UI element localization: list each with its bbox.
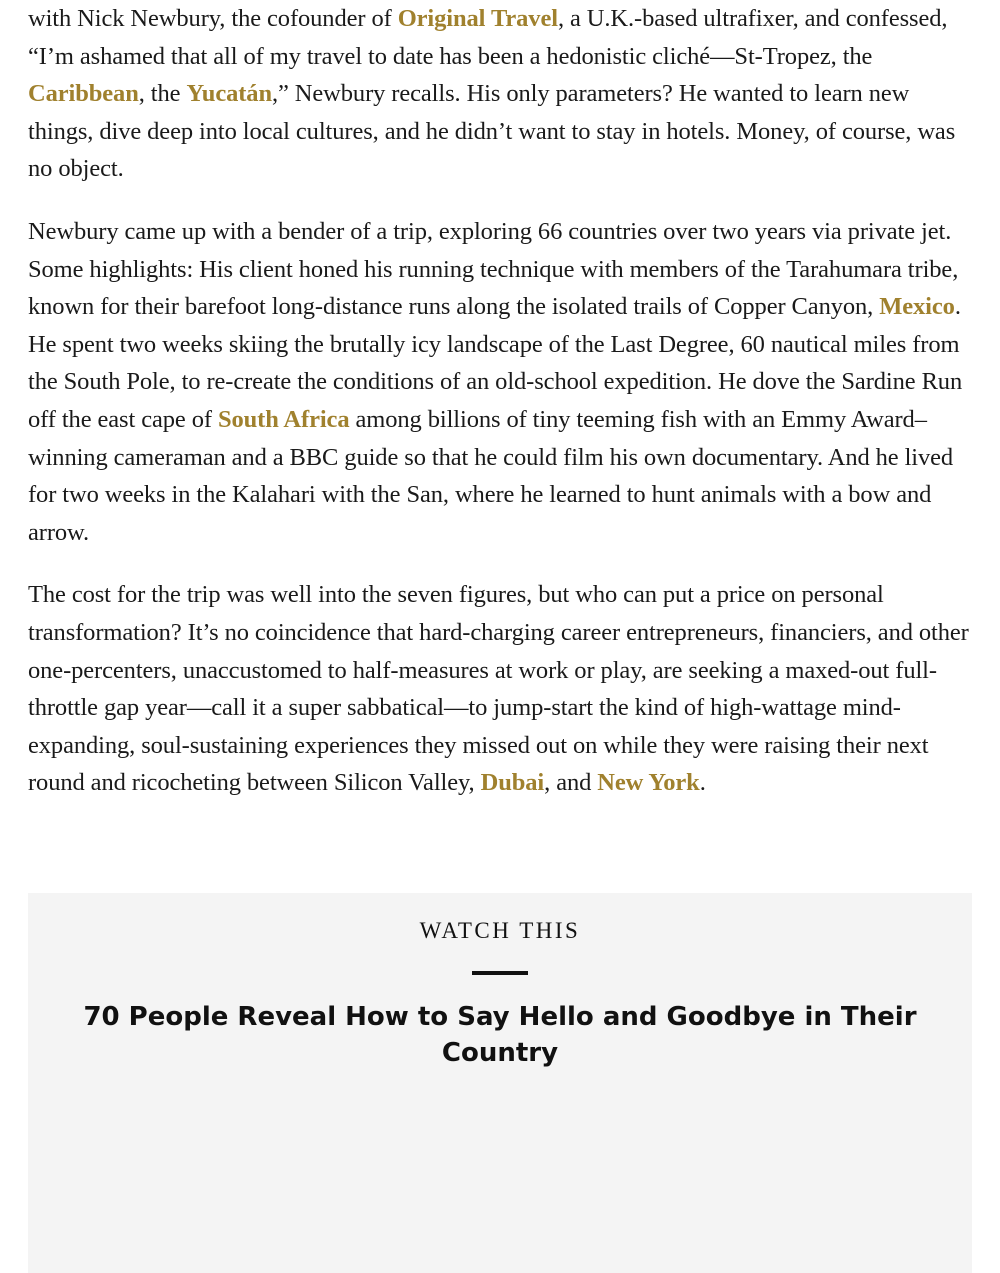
- article-body: [28, 0, 976, 827]
- paragraph-text: .: [699, 769, 706, 797]
- watch-this-video-panel[interactable]: [28, 893, 972, 1273]
- heading-divider: [472, 971, 528, 975]
- paragraph-text: among billions of tiny teeming fish with an Emmy Award–winning cameraman and a BBC guide so that he could film his own documentary. And he lived for two weeks in the Kalahari with the San, where he learned to hunt animals with a bow and arrow.: [28, 405, 954, 546]
- watch-this-heading: WATCH THIS: [419, 918, 581, 943]
- link-new-york[interactable]: New York: [597, 769, 700, 797]
- link-original-travel[interactable]: Original Travel: [397, 5, 558, 32]
- paragraph-text: , a U.K.-based ultrafixer, and confessed, “I’m ashamed that all of my travel to date has been a hedonistic cliché—St-Tropez, the: [28, 5, 948, 70]
- link-mexico[interactable]: Mexico: [879, 293, 955, 321]
- paragraph-text: ,” Newbury recalls. His only parameters? He wanted to learn new things, dive deep into local cultures, and he didn’t want to stay in hotels. Money, of course, was no object.: [28, 80, 956, 183]
- paragraph-3: [28, 576, 976, 802]
- link-dubai[interactable]: Dubai: [480, 769, 545, 797]
- paragraph-1: [28, 0, 976, 188]
- paragraph-text: , and: [544, 769, 598, 797]
- paragraph-text: The cost for the trip was well into the seven figures, but who can put a price on personal transformation? It’s no coincidence that hard-charging career entrepreneurs, financiers, and other one-percenters, unaccustomed to half-measures at work or play, are seeking a maxed-out full-throttle gap year—call it a super sabbatical—to jump-start the kind of high-wattage mind-expanding, soul-sustaining experiences they missed out on while they were raising their next round and ricocheting between Silicon Valley,: [28, 581, 969, 797]
- paragraph-text: with Nick Newbury, the cofounder of: [28, 5, 398, 32]
- link-yucatan[interactable]: Yucatán: [186, 80, 272, 108]
- link-caribbean[interactable]: Caribbean: [28, 80, 139, 108]
- link-south-africa[interactable]: South Africa: [217, 405, 350, 433]
- video-title[interactable]: 70 People Reveal How to Say Hello and Goodbye in Their Country: [83, 1002, 917, 1068]
- paragraph-text: Newbury came up with a bender of a trip, exploring 66 countries over two years via private jet. Some highlights: His client honed his running technique with members of the Tarahumara tribe, known for their barefoot long-distance runs along the isolated trails of Copper Canyon,: [28, 217, 959, 321]
- paragraph-text: . He spent two weeks skiing the brutally icy landscape of the Last Degree, 60 nautical miles from the South Pole, to re-create the conditions of an old-school expedition. He dove the Sardine Run off the east cape of: [28, 293, 963, 433]
- paragraph-2: [28, 213, 976, 551]
- paragraph-text: , the: [138, 80, 187, 108]
